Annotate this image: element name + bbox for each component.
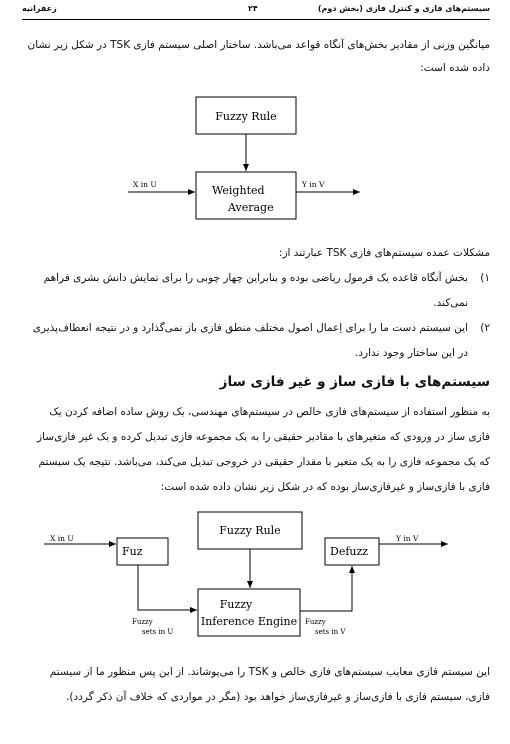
section-heading: سیستم‌های با فازی ساز و غیر فازی ساز [219,374,490,390]
problem-2-line-1: این سیستم دست ما را برای اِعمال اصول مختلف منطق فازی باز نمی‌گذارد و در نتیجه انعطاف‌پذیری [32,322,468,334]
conclusion-line-1: این سیستم فازی معایب سیستم‌های فازی خالص و TSK را می‌پوشاند. از این پس منظور ما از سیستم [49,666,490,678]
intro-line-1: میانگین وزنی از مقادیر بخش‌های آنگاه قواعد می‌باشد. ساختار اصلی سیستم فازی TSK در شکل زیر نشان [27,39,490,51]
header-page-number: ۲۴ [248,4,258,13]
problem-1-line-1: بخش آنگاه قاعده یک فرمول ریاضی بوده و بنابراین چهار چوبی را برای نمایش دانش بشری فراهم [43,272,468,284]
intro-line-2: داده شده است: [420,62,490,74]
weighted-label: Weighted [212,184,265,197]
defuzzifier-label: Defuzz [330,545,369,558]
inference-engine-box [198,589,300,636]
sets-v-label-1: Fuzzy [305,618,326,626]
section-line-2: فازی ساز در ورودی که متغیرهای با مقادیر حقیقی را به یک مجموعه فازی تبدیل کرده و یک غیر فازی‌ساز [37,431,490,443]
engine-to-defuzz-arrow [300,566,352,611]
fuzzy-rule-label-2: Fuzzy Rule [219,524,281,537]
output-label-2: Y in V [396,534,419,543]
section-line-4: فازی با فازی‌ساز و غیرفازی‌ساز بوده که در شکل زیر نشان داده شده است: [160,481,490,493]
problem-2-number: ۲) [480,322,490,334]
header-rule [22,19,490,20]
problem-1-number: ۱) [480,272,490,284]
output-label: Y in V [302,180,325,189]
problems-intro: مشکلات عمده سیستم‌های فازی TSK عبارتند از: [278,247,490,259]
input-label: X in U [133,180,157,189]
conclusion-line-2: فازی، سیستم فازی با فازی‌ساز و غیرفازی‌ساز خواهد بود (مگر در مواردی که خلاف آن ذکر گردد). [66,691,490,703]
tsk-structure-diagram [0,85,510,235]
header-book-title: سیستم‌های فازی و کنترل فازی (بخش دوم) [317,4,490,13]
average-label: Average [228,201,274,214]
sets-u-label-1: Fuzzy [132,618,153,626]
section-line-1: به منظور استفاده از سیستم‌های فازی خالص در سیستم‌های مهندسی، یک روش ساده اضافه کردن یک [49,406,490,418]
fuz-to-engine-arrow [138,565,197,610]
sets-u-label-2: sets in U [142,628,174,636]
engine-label-1: Fuzzy [219,598,253,611]
fuzzy-rule-label: Fuzzy Rule [215,110,277,123]
header-author: زعفرانیه [22,4,57,13]
fuzzifier-defuzzifier-diagram [0,505,510,655]
input-label-2: X in U [50,534,74,543]
engine-label-2: Inference Engine [200,615,298,628]
problem-2-line-2: در این ساختار وجود ندارد. [355,347,468,359]
sets-v-label-2: sets in V [315,628,346,636]
fuzzifier-label: Fuz [122,545,143,558]
problem-1-line-2: نمی‌کند. [433,297,468,309]
section-line-3: که یک مجموعه فازی را به یک متغیر با مقدار حقیقی در خروجی تبدیل می‌کند، می‌باشد. نتیجه یک سیستم [38,456,490,468]
